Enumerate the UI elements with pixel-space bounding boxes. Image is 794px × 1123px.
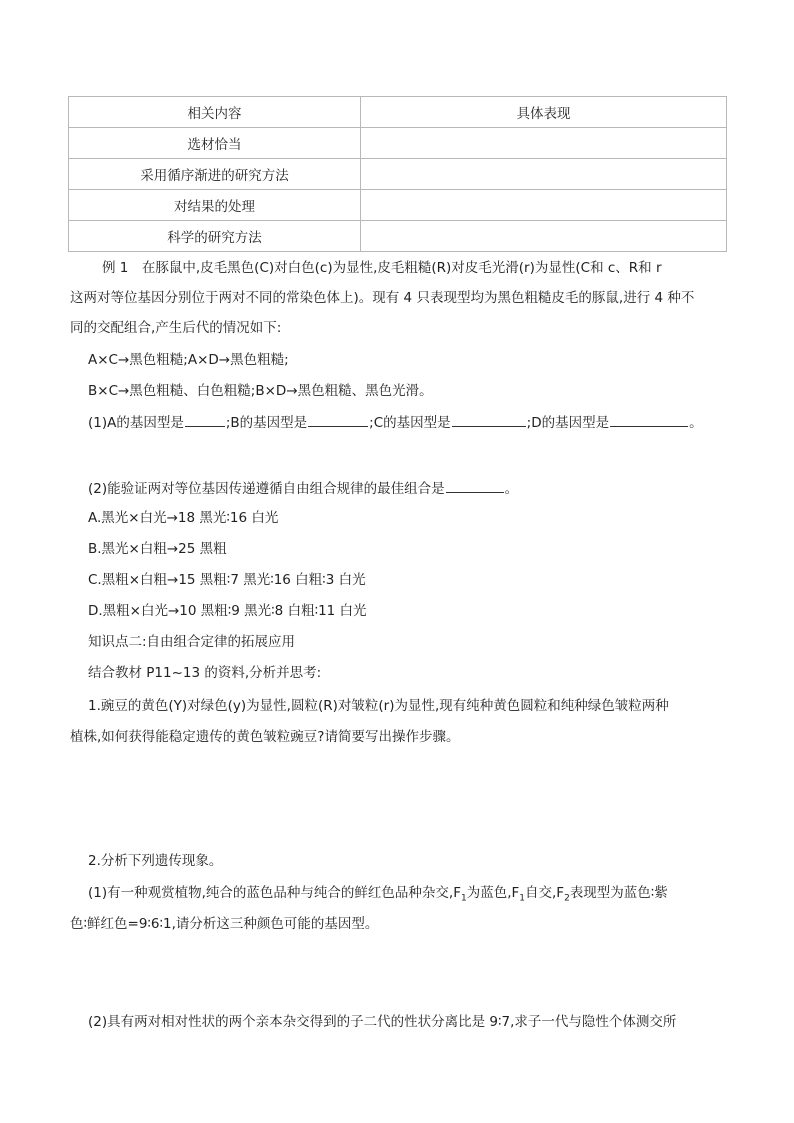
table-cell: 科学的研究方法 bbox=[69, 221, 361, 252]
table-cell bbox=[361, 221, 727, 252]
answer-blank-b[interactable] bbox=[308, 412, 368, 427]
table-header: 具体表现 bbox=[361, 97, 727, 128]
table-cell: 采用循序渐进的研究方法 bbox=[69, 159, 361, 190]
table-row bbox=[69, 128, 727, 159]
table-cell: 对结果的处理 bbox=[69, 190, 361, 221]
table-cell bbox=[361, 159, 727, 190]
option-a: A.黑光×白光→18 黑光∶16 白光 bbox=[88, 510, 279, 526]
answer-blank-q2[interactable] bbox=[446, 478, 504, 493]
table-row bbox=[69, 190, 727, 221]
question-2: (2)能验证两对等位基因传递遵循自由组合规律的最佳组合是 。 bbox=[88, 478, 518, 499]
ratio-question-line: (2)具有两对相对性状的两个亲本杂交得到的子二代的性状分离比是 9∶7,求子一代与隐性个体测交所 bbox=[88, 1014, 677, 1030]
example-paragraph-line: 这两对等位基因分别位于两对不同的常染色体上)。现有 4 只表现型均为黑色粗糙皮毛的豚鼠,进行 4 种不 bbox=[70, 290, 695, 306]
plant-question-line: 色∶鲜红色=9∶6∶1,请分析这三种颜色可能的基因型。 bbox=[70, 916, 379, 932]
answer-blank-c[interactable] bbox=[452, 412, 526, 427]
plant-question-line: (1)有一种观赏植物,纯合的蓝色品种与纯合的鲜红色品种杂交$,F_1$为蓝色$,F_1$自交$,F_2$表现型为蓝色∶紫 bbox=[88, 885, 668, 904]
option-b: B.黑光×白粗→25 黑粗 bbox=[88, 541, 227, 557]
option-d: D.黑粗×白光→10 黑粗∶9 黑光∶8 白粗∶11 白光 bbox=[88, 603, 367, 619]
pea-question-line: 植株,如何获得能稳定遗传的黄色皱粒豌豆?请简要写出操作步骤。 bbox=[70, 729, 460, 745]
answer-blank-d[interactable] bbox=[610, 412, 688, 427]
table-header-row bbox=[69, 97, 727, 128]
table-header: 相关内容 bbox=[69, 97, 361, 128]
question-1: (1)A的基因型是 ;B的基因型是 ;C的基因型是 ;D的基因型是 。 bbox=[88, 412, 703, 433]
table-cell bbox=[361, 128, 727, 159]
table-cell bbox=[361, 190, 727, 221]
analysis-heading: 2.分析下列遗传现象。 bbox=[88, 853, 223, 869]
pea-question-line: 1.豌豆的黄色(Y)对绿色(y)为显性,圆粒(R)对皱粒(r)为显性,现有纯种黄色圆粒和纯种绿色皱粒两种 bbox=[88, 698, 669, 714]
section-intro: 结合教材 P11~13 的资料,分析并思考: bbox=[88, 665, 322, 681]
content-table bbox=[68, 96, 727, 252]
cross-result-line: A×C→黑色粗糙;A×D→黑色粗糙; bbox=[88, 352, 289, 368]
answer-blank-a[interactable] bbox=[185, 412, 225, 427]
table-cell: 选材恰当 bbox=[69, 128, 361, 159]
example-paragraph-line: 例 1 在豚鼠中,皮毛黑色(C)对白色(c)为显性,皮毛粗糙(R)对皮毛光滑(r)为显性(C和 c、R和 r bbox=[102, 260, 662, 276]
section-title: 知识点二:自由组合定律的拓展应用 bbox=[88, 634, 296, 650]
cross-result-line: B×C→黑色粗糙、白色粗糙;B×D→黑色粗糙、黑色光滑。 bbox=[88, 383, 433, 399]
option-c: C.黑粗×白粗→15 黑粗∶7 黑光∶16 白粗∶3 白光 bbox=[88, 572, 366, 588]
table-row bbox=[69, 221, 727, 252]
example-paragraph-line: 同的交配组合,产生后代的情况如下: bbox=[70, 320, 282, 336]
table-row bbox=[69, 159, 727, 190]
